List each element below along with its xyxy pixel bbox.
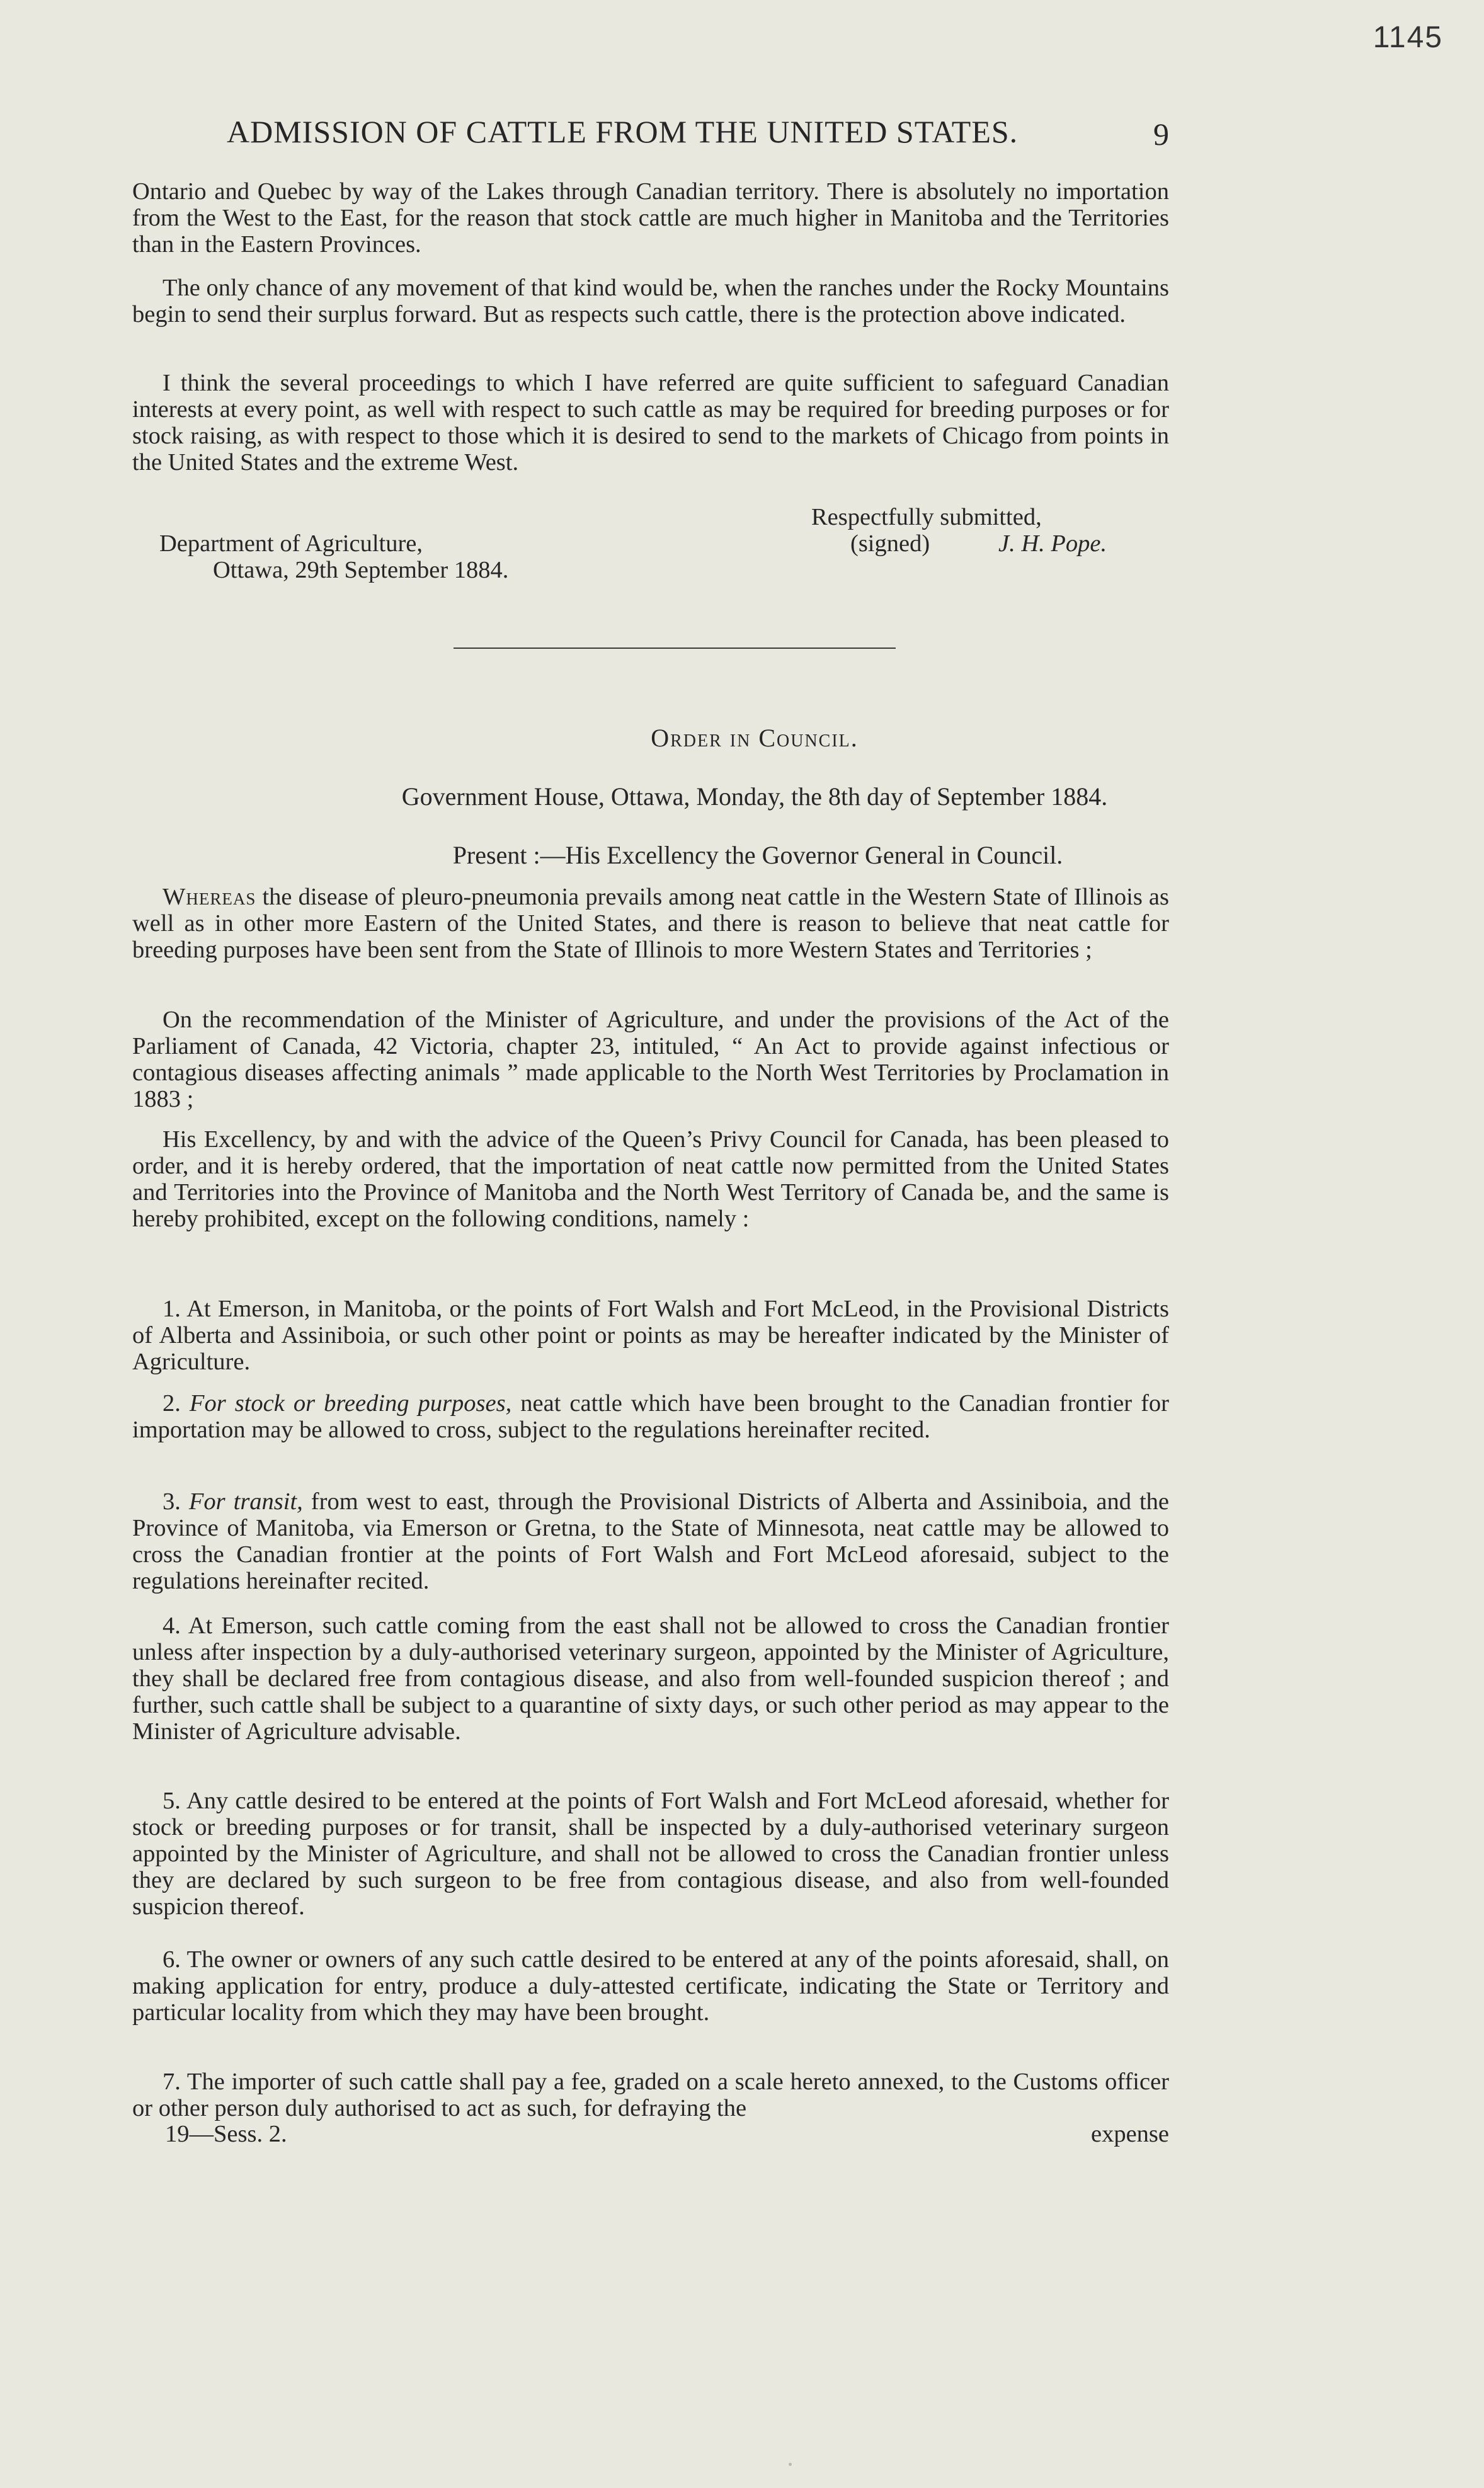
condition-4 <box>132 1612 1169 1745</box>
letter-paragraph-1 <box>132 178 1169 258</box>
signed-label: (signed) <box>850 530 930 557</box>
department-line: Department of Agriculture, <box>159 530 423 557</box>
section-divider <box>454 648 896 649</box>
page-number: 9 <box>1153 117 1169 152</box>
running-head <box>132 107 1169 157</box>
condition-text: 7. The importer of such cattle shall pay a fee, graded on a scale hereto annexed, to the Customs officer or other person duly authorised to act as such, for defraying the <box>132 2069 1169 2121</box>
condition-text: neat cattle which have been brought to the Canadian frontier for importation may be allowed to cross, subject to the regulations hereinafter recited. <box>132 1390 1169 1443</box>
condition-italic: For stock or breeding purposes, <box>189 1390 512 1417</box>
catchword: expense <box>1091 2121 1169 2147</box>
letter-paragraph-3 <box>132 370 1169 476</box>
paragraph-text: The only chance of any movement of that kind would be, when the ranches under the Rocky Mountains begin to send their surplus forward. But as respects such cattle, there is the protection above indicated. <box>132 275 1169 328</box>
stamp-number: 1145 <box>1373 21 1443 54</box>
condition-number: 3. <box>163 1488 189 1515</box>
condition-text: 4. At Emerson, such cattle coming from the east shall not be allowed to cross the Canadian frontier unless after inspection by a duly-authorised veterinary surgeon, appointed by the Minister of Agriculture, they shall be declared free from contagious disease, and also from well-founded suspicion thereof ; and further, such cattle shall be subject to a quarantine of sixty days, or such other period as may appear to the Minister of Agriculture advisable. <box>132 1612 1169 1745</box>
present-line: Present :—His Excellency the Governor General in Council. <box>452 841 1063 869</box>
condition-6 <box>132 1946 1169 2026</box>
condition-text: 6. The owner or owners of any such cattle desired to be entered at any of the points aforesaid, shall, on making application for entry, produce a duly-attested certificate, indicating the State or Territory and particular locality from which they may have been brought. <box>132 1946 1169 2026</box>
signer-name: J. H. Pope. <box>998 530 1107 557</box>
order-heading: Order in Council. <box>651 724 859 752</box>
condition-2 <box>132 1390 1169 1443</box>
condition-text: 1. At Emerson, in Manitoba, or the points of Fort Walsh and Fort McLeod, in the Provisional Districts of Alberta and Assiniboia, or such other point or points as may be hereafter indicated by the Minister of Agriculture. <box>132 1296 1169 1375</box>
condition-3 <box>132 1488 1169 1594</box>
condition-5 <box>132 1788 1169 1920</box>
paragraph-text: His Excellency, by and with the advice of the Queen’s Privy Council for Canada, has been pleased to order, and it is hereby ordered, that the importation of neat cattle now permitted from the United States and Territories into the Province of Manitoba and the North West Territory of Canada be, and the same is hereby prohibited, except on the following conditions, namely : <box>132 1126 1169 1232</box>
paragraph-text: On the recommendation of the Minister of Agriculture, and under the provisions of the Act of the Parliament of Canada, 42 Victoria, chapter 23, intituled, “ An Act to provide against infectious or contagious diseases affecting animals ” made applicable to the North West Territories by Proclamation in 1883 ; <box>132 1007 1169 1112</box>
closing-line: Respectfully submitted, <box>811 504 1042 530</box>
paragraph-text: I think the several proceedings to which I have referred are quite sufficient to safeguard Canadian interests at every point, as well with respect to such cattle as may be required for breeding purposes or for stock raising, as with respect to those which it is desired to send to the markets of Chicago from points in the United States and the extreme West. <box>132 370 1169 476</box>
condition-7 <box>132 2069 1169 2121</box>
signature-mark: 19—Sess. 2. <box>165 2121 287 2147</box>
running-head-title: ADMISSION OF CATTLE FROM THE UNITED STATES. <box>227 114 1019 149</box>
condition-italic: For transit, <box>188 1488 303 1515</box>
recommendation-paragraph <box>132 1007 1169 1112</box>
condition-text: from west to east, through the Provisional Districts of Alberta and Assiniboia, and the Province of Manitoba, via Emerson or Gretna, to the State of Minnesota, neat cattle may be allowed to cross the Canadian frontier at the points of Fort Walsh and Fort McLeod aforesaid, subject to the regulations hereinafter recited. <box>132 1488 1170 1594</box>
condition-1 <box>132 1296 1169 1375</box>
condition-number: 2. <box>163 1390 190 1417</box>
whereas-text: the disease of pleuro-pneumonia prevails among neat cattle in the Western State of Illinois as well as in other more Eastern of the United States, and there is reason to believe that neat cattle for breeding purposes have been sent from the State of Illinois to more Western States and Territories ; <box>132 884 1169 963</box>
government-house-line: Government House, Ottawa, Monday, the 8th day of September 1884. <box>401 782 1108 811</box>
paper-speck <box>789 2463 792 2466</box>
dateline: Ottawa, 29th September 1884. <box>213 557 509 583</box>
paragraph-text: Ontario and Quebec by way of the Lakes through Canadian territory. There is absolutely no importation from the West to the East, for the reason that stock cattle are much higher in Manitoba and the Territories than in the Eastern Provinces. <box>132 178 1169 258</box>
excellency-paragraph <box>132 1126 1169 1232</box>
condition-text: 5. Any cattle desired to be entered at the points of Fort Walsh and Fort McLeod aforesaid, whether for stock or breeding purposes or for transit, shall be inspected by a duly-authorised veterinary surgeon appointed by the Minister of Agriculture, and shall not be allowed to cross the Canadian frontier unless they are declared by such surgeon to be free from contagious disease, and also from well-founded suspicion thereof. <box>132 1788 1169 1920</box>
whereas-lead: Whereas <box>163 884 256 910</box>
letter-paragraph-2 <box>132 275 1169 328</box>
whereas-paragraph <box>132 884 1169 963</box>
